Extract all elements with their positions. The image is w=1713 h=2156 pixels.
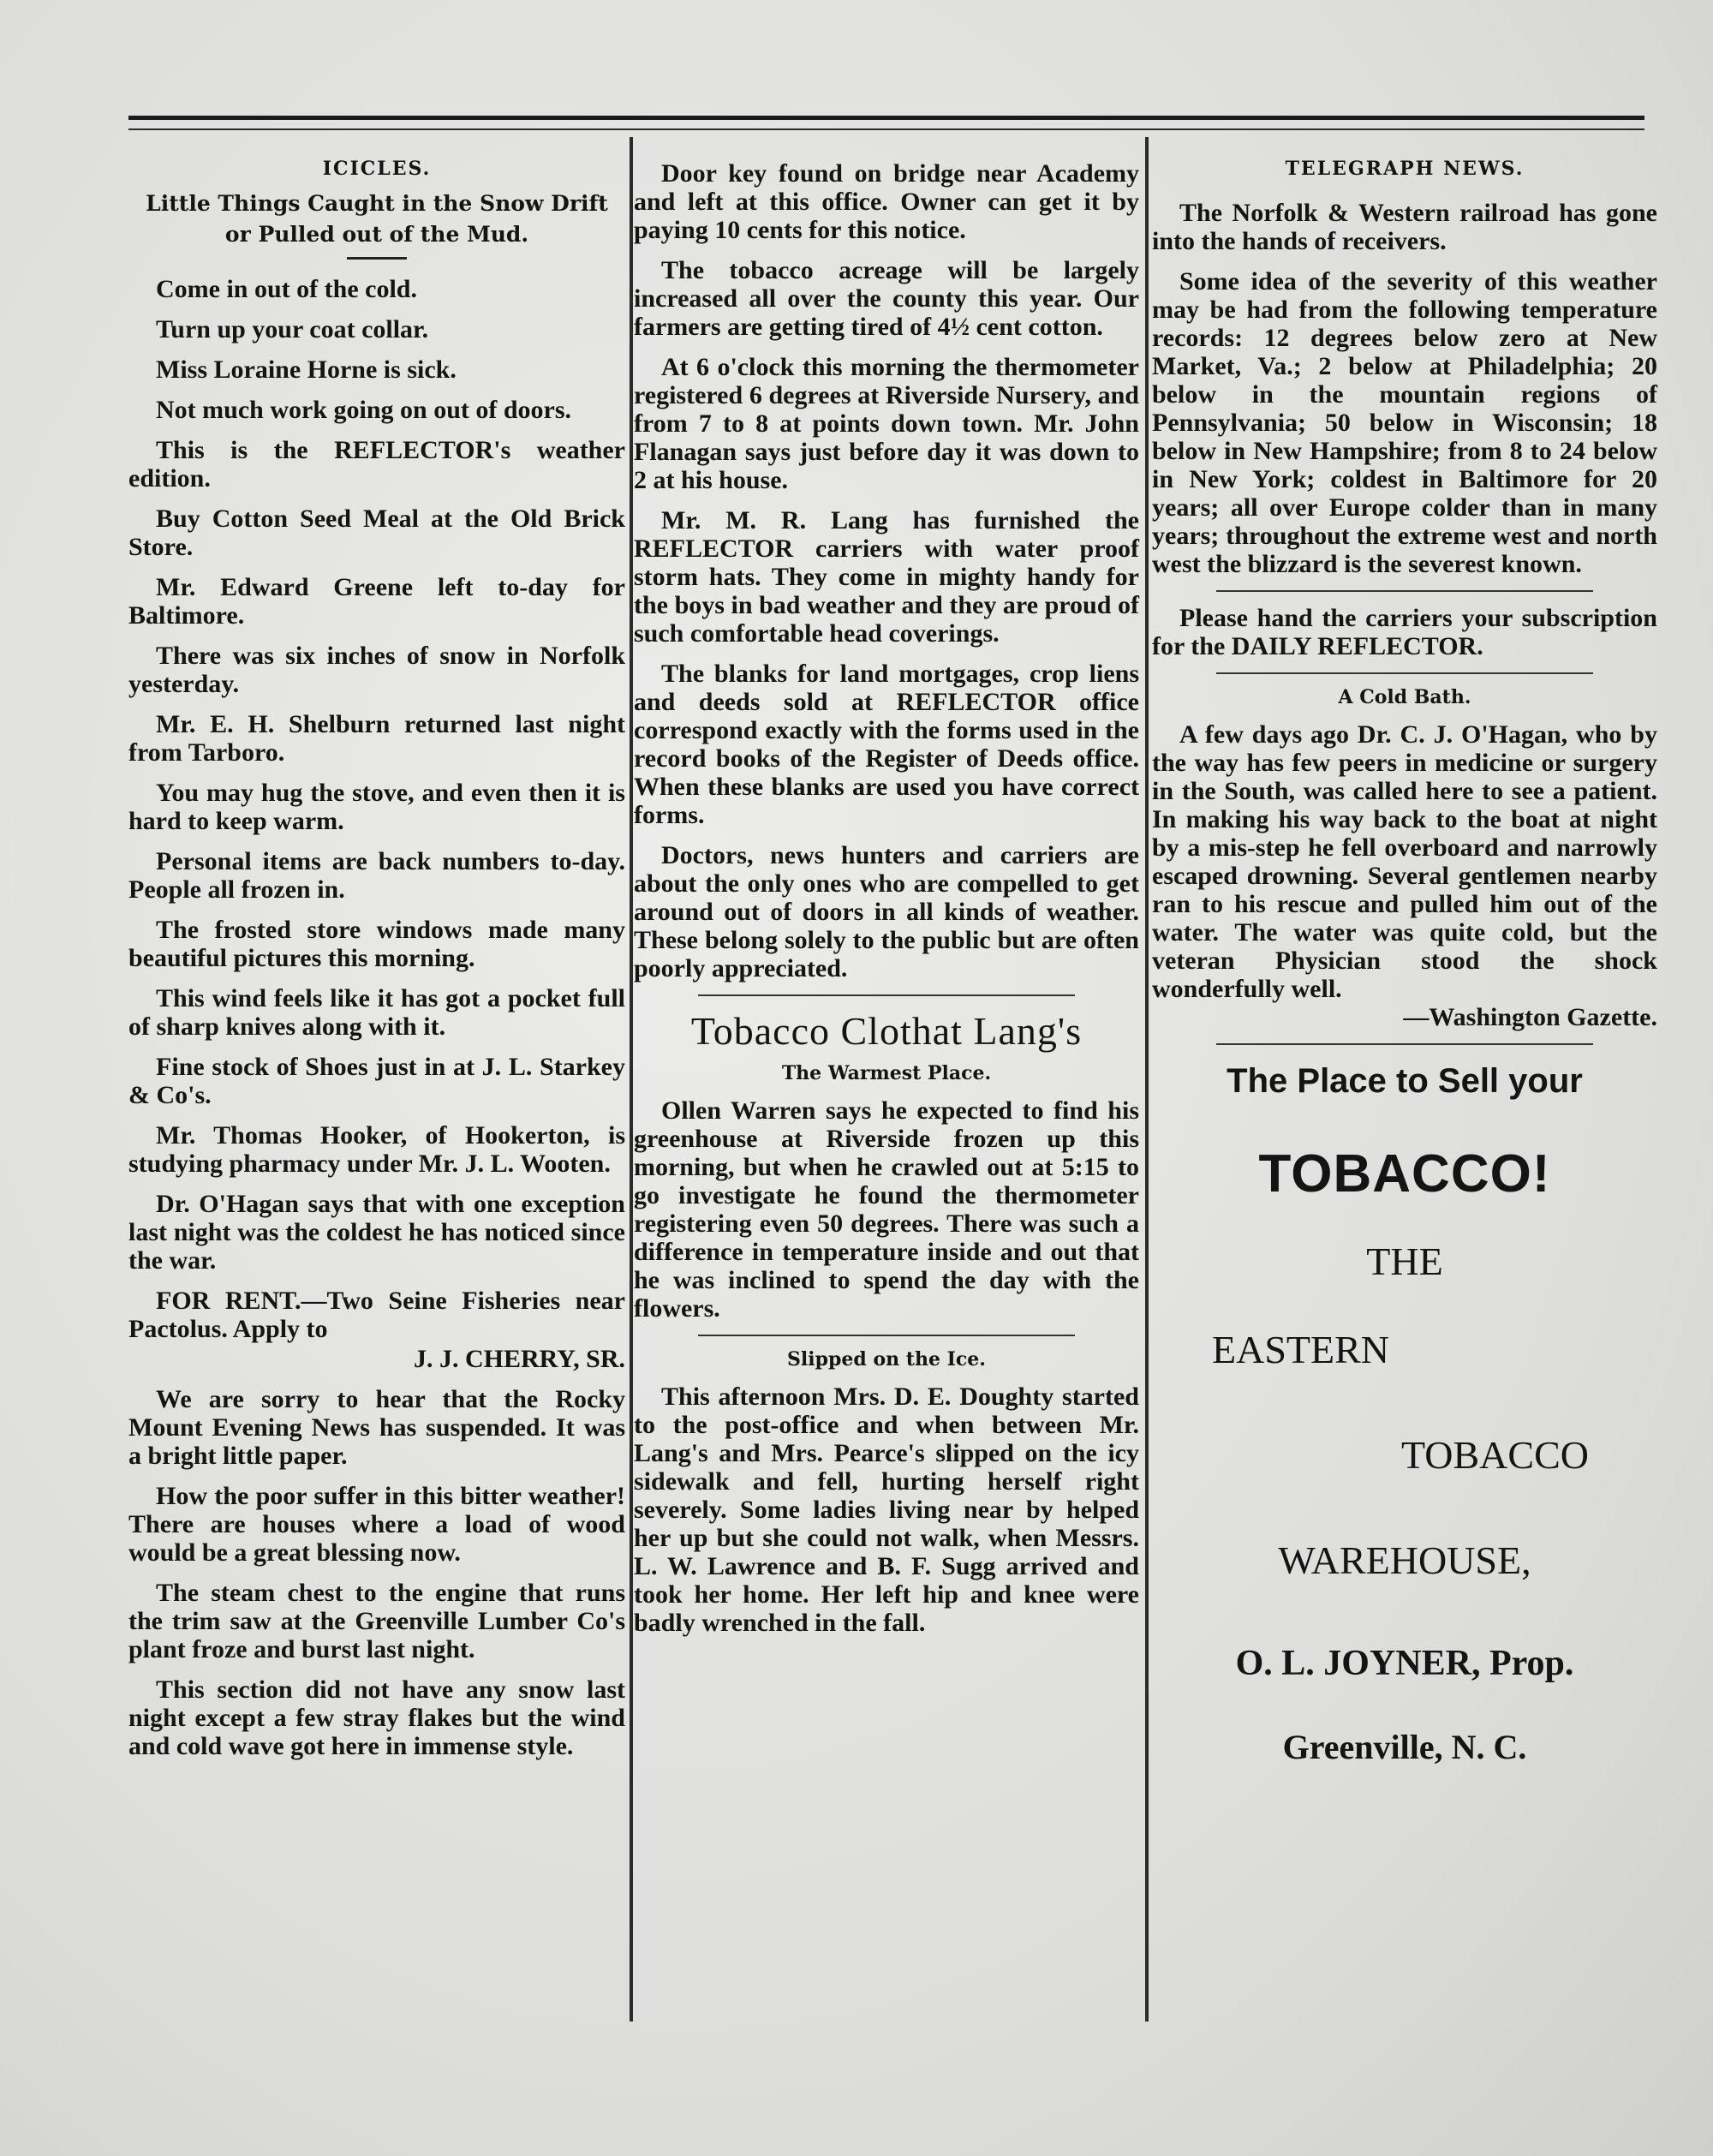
- column-rule-1: [630, 137, 633, 2022]
- news-item: Mr. Edward Greene left to-day for Baltimore.: [128, 573, 625, 630]
- separator-rule: [1216, 672, 1593, 674]
- news-item: Some idea of the severity of this weather may be had from the following temperature records: 12 degrees below zero at New Market, Va.; 2 below at Philadelphia; 20 below in the mountain regions of Pennsylvania; 50 below in Wisconsin; 18 below in New Hampshire; from 8 to 24 below in New York; coldest in Baltimore for 20 years; all over Europe colder than in many years; throughout the extreme west and north west the blizzard is the severest known.: [1152, 267, 1657, 578]
- news-item: This is the REFLECTOR's weather edition.: [128, 436, 625, 493]
- ad-line-the: THE: [1366, 1239, 1443, 1283]
- news-item: Miss Loraine Horne is sick.: [156, 355, 457, 384]
- news-item: This wind feels like it has got a pocket full of sharp knives along with it.: [128, 984, 625, 1041]
- news-item: Mr. E. H. Shelburn returned last night from Tarboro.: [128, 710, 625, 767]
- for-rent-item: FOR RENT.—Two Seine Fisheries near Pactolus. Apply to: [128, 1287, 625, 1343]
- ad-line-warehouse: WAREHOUSE,: [1278, 1538, 1531, 1582]
- news-item: How the poor suffer in this bitter weather! There are houses where a load of wood would be a great blessing now.: [128, 1482, 625, 1567]
- ad-line-eastern: EASTERN: [1212, 1328, 1389, 1371]
- news-item: The tobacco acreage will be largely increased all over the county this year. Our farmers are getting tired of 4½ cent cotton.: [634, 256, 1139, 341]
- slipped-ice-text: This afternoon Mrs. D. E. Doughty started to the post-office and when between Mr. Lang's and Mrs. Pearce's slipped on the icy sidewalk and fell, hurting herself right severely. Some ladies living near by helped her up but she could not walk, when Messrs. L. W. Lawrence and B. F. Sugg arrived and took her home. Her left hip and knee were badly wrenched in the fall.: [634, 1383, 1139, 1637]
- news-item: There was six inches of snow in Norfolk yesterday.: [128, 642, 625, 698]
- news-item: Personal items are back numbers to-day. People all frozen in.: [128, 847, 625, 904]
- ad-line-tobacco2: TOBACCO: [1401, 1433, 1589, 1477]
- news-item: Dr. O'Hagan says that with one exception last night was the coldest he has noticed since the war.: [128, 1190, 625, 1275]
- news-item: The blanks for land mortgages, crop liens and deeds sold at REFLECTOR office correspond exactly with the forms used in the record books of the Register of Deeds office. When these blanks are used you have correct forms.: [634, 660, 1139, 829]
- tobacco-warehouse-ad: [1152, 1062, 1657, 1767]
- ad-line-tobacco: TOBACCO!: [1258, 1144, 1551, 1203]
- separator-rule: [1216, 590, 1593, 592]
- icicles-heading: ICICLES.: [322, 158, 432, 180]
- news-item: Mr. M. R. Lang has furnished the REFLECTOR carriers with water proof storm hats. They come in mighty handy for the boys in bad weather and they are proud of such comfortable head coverings.: [634, 506, 1139, 648]
- telegraph-heading: TELEGRAPH NEWS.: [1285, 158, 1525, 180]
- top-rule-thin: [128, 128, 1644, 130]
- news-item: You may hug the stove, and even then it is hard to keep warm.: [128, 779, 625, 835]
- column-icicles: [128, 146, 625, 1772]
- cold-bath-source: —Washington Gazette.: [1403, 1003, 1657, 1031]
- column-local-news: [634, 146, 1139, 1649]
- icicles-subheading: Little Things Caught in the Snow Drift or Pulled out of the Mud.: [146, 191, 608, 247]
- carriers-note: Please hand the carriers your subscription for the DAILY REFLECTOR.: [1152, 604, 1657, 660]
- news-item: Turn up your coat collar.: [156, 315, 429, 343]
- news-item: Fine stock of Shoes just in at J. L. Starkey & Co's.: [128, 1053, 625, 1109]
- column-telegraph: [1152, 146, 1657, 1767]
- separator-rule: [698, 1335, 1075, 1336]
- ad-line-place: The Place to Sell your: [1227, 1062, 1583, 1100]
- news-item: The steam chest to the engine that runs the trim saw at the Greenville Lumber Co's plant froze and burst last night.: [128, 1579, 625, 1663]
- news-item: Doctors, news hunters and carriers are about the only ones who are compelled to get around out of doors in all kinds of weather. These belong solely to the public but are often poorly appreciated.: [634, 841, 1139, 982]
- news-item: Door key found on bridge near Academy and left at this office. Owner can get it by paying 10 cents for this notice.: [634, 159, 1139, 244]
- ad-line-location: Greenville, N. C.: [1282, 1728, 1527, 1766]
- news-item: Buy Cotton Seed Meal at the Old Brick Store.: [128, 505, 625, 561]
- separator-rule: [1216, 1043, 1593, 1045]
- warmest-place-text: Ollen Warren says he expected to find his greenhouse at Riverside frozen up this morning, but when he crawled out at 5:15 to go investigate he found the thermometer registering even 50 degrees. There was such a difference in temperature inside and out that he was inclined to spend the day with the flowers.: [634, 1096, 1139, 1323]
- news-item: This section did not have any snow last night except a few stray flakes but the wind and cold wave got here in immense style.: [128, 1675, 625, 1760]
- news-item: The Norfolk & Western railroad has gone into the hands of receivers.: [1152, 199, 1657, 255]
- column-rule-2: [1145, 137, 1149, 2022]
- cold-bath-text: A few days ago Dr. C. J. O'Hagan, who by the way has few peers in medicine or surgery in the South, was called here to see a patient. In making his way back to the boat at night by a mis-step he fell overboard and narrowly escaped drowning. Several gentlemen nearby ran to his rescue and pulled him out of the water. The water was quite cold, but the veteran Physician stood the shock wonderfully well.: [1152, 720, 1657, 1003]
- slipped-ice-heading: Slipped on the Ice.: [787, 1348, 986, 1371]
- ad-line-proprietor: O. L. JOYNER, Prop.: [1235, 1644, 1574, 1683]
- tobacco-cloth-ad: Tobacco Clothat Lang's: [690, 1009, 1083, 1053]
- news-item: We are sorry to hear that the Rocky Mount Evening News has suspended. It was a bright little paper.: [128, 1385, 625, 1470]
- news-item: Come in out of the cold.: [156, 275, 417, 303]
- separator-dash: [347, 257, 407, 260]
- news-item: Not much work going on out of doors.: [156, 396, 572, 424]
- cold-bath-heading: A Cold Bath.: [1338, 686, 1471, 708]
- top-rule: [128, 116, 1644, 120]
- news-item: Mr. Thomas Hooker, of Hookerton, is studying pharmacy under Mr. J. L. Wooten.: [128, 1121, 625, 1178]
- separator-rule: [698, 994, 1075, 996]
- news-item: At 6 o'clock this morning the thermometer registered 6 degrees at Riverside Nursery, and from 7 to 8 at points down town. Mr. John Flanagan says just before day it was down to 2 at his house.: [634, 353, 1139, 494]
- for-rent-signature: J. J. CHERRY, SR.: [413, 1345, 625, 1373]
- news-item: The frosted store windows made many beautiful pictures this morning.: [128, 916, 625, 972]
- warmest-place-heading: The Warmest Place.: [781, 1062, 992, 1084]
